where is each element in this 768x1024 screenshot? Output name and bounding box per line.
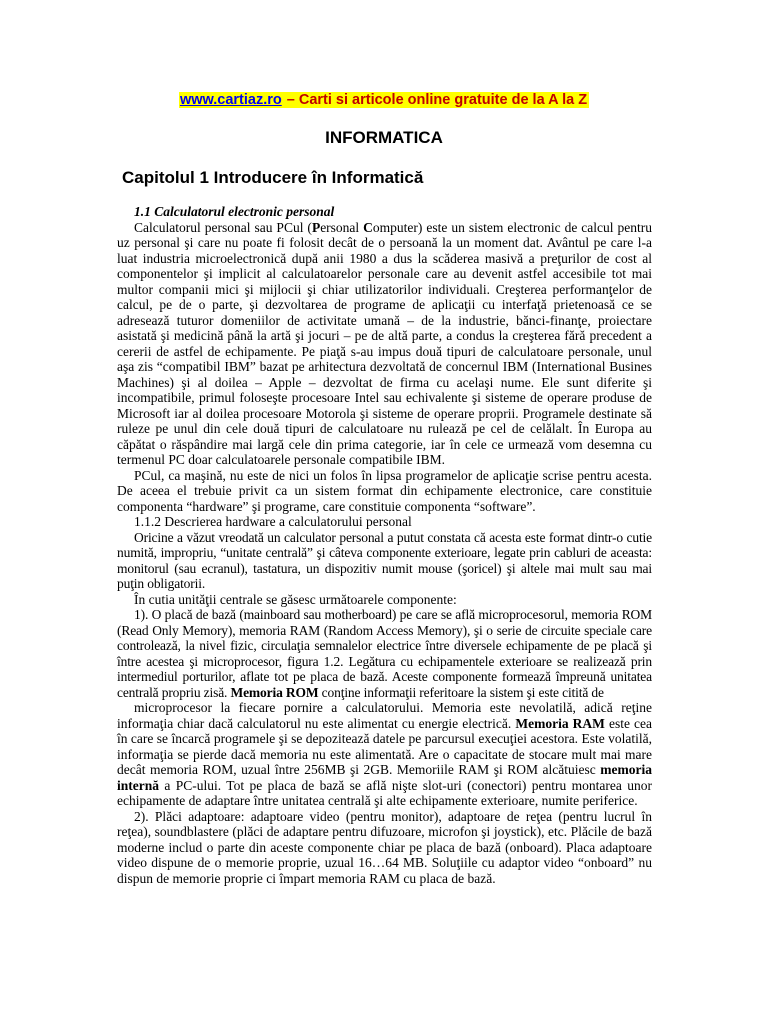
paragraph-7: microprocesor la fiecare pornire a calculatorului. Memoria este nevolatilă, adică reţine informaţia chiar dacă calculatorul nu este alimentat cu energie electrică. Memoria RAM este cea în care se încarcă programele şi se depozitează datele pe parcursul execuţiei acestora. Este volatilă, informaţia se pierde dacă memoria nu este alimentată. Are o capacitate de stocare mult mai mare decât memoria ROM, uzual între 256MB şi 2GB. Memoriile RAM şi ROM alcătuiesc memoria internă a PC-ului. Tot pe placa de bază se află nişte slot-uri (conectori) pentru montarea unor echipamente de adaptare între unitatea centrală şi alte echipamente exterioare, numite periferice. [117,700,652,808]
paragraph-2: PCul, ca maşină, nu este de nici un folos în lipsa programelor de aplicaţie scrise pentru acesta. De aceea el trebuie privit ca un sistem format din echipamente electronice, care constituie componenta “hardware” şi programe, care constituie componenta “software”. [117,467,652,514]
document-title: INFORMATICA [325,128,443,147]
site-banner [0,92,768,108]
paragraph-1: Calculatorul personal sau PCul (Personal Computer) este un sistem electronic de calcul pentru uz personal şi care nu poate fi folosit decât de o persoană la un moment dat. Avântul pe care l-a luat industria microelectronică după anii 1980 a dus la scăderea masivă a preţurilor de cost al componentelor şi implicit al calculatoarelor personale care au devenit astfel accesibile tot mai multor companii mici şi mijlocii şi chiar utilizatorilor individuali. Creşterea performanţelor de calcul, pe de o parte, şi dezvoltarea de programe de aplicaţii cu interfaţă prietenoasă ce se adresează tuturor domeniilor de activitate umană – de la industrie, bănci-finanţe, proiectare asistată şi medicină până la artă şi jocuri – pe de altă parte, a condus la creşterea fără precedent a cererii de astfel de echipamente. Pe piaţă s-au impus două tipuri de calculatoare personale, unul aşa zis “compatibil IBM” bazat pe arhitectura dezvoltată de concernul IBM (International Busines Machines) şi al doilea – Apple – dezvoltat de firma cu acelaşi nume. Ele sunt diferite şi incompatibile, primul foloseşte procesoare Intel sau echivalente şi sisteme de operare produse de Microsoft iar al doilea procesoare Motorola şi sisteme de operare proprii. Programele destinate să ruleze pe unul din cele două tipuri de calculatoare nu rulează pe cel de celălalt. În Europa au căpătat o răspândire mai largă cele din prima categorie, iar în cele ce urmează vom desemna cu termenul PC doar calculatoarele personale compatibile IBM. [117,219,653,467]
chapter-heading: Capitolul 1 Introducere în Informatică [122,168,424,187]
paragraph-6: 1). O placă de bază (mainboard sau motherboard) pe care se află microprocesorul, memoria ROM (Read Only Memory), memoria RAM (Random Access Memory), şi o serie de circuite speciale care controlează, la nivel fizic, circulaţia semnalelor electrice între diversele echipamente de pe placă şi între acestea şi microprocesor, figura 1.2. Legătura cu echipamentele exterioare se realizează prin intermediul porturilor, aflate tot pe placa de bază. Aceste componente formează împreună unitatea centrală propriu zisă. Memoria ROM conţine informaţii referitoare la sistem şi este citită de [117,607,652,700]
document-body [117,204,652,886]
section-heading: 1.1 Calculatorul electronic personal [134,204,335,219]
paragraph-4: Oricine a văzut vreodată un calculator personal a putut constata că acesta este format dintr-o cutie numită, impropriu, “unitate centrală” şi câteva componente exterioare, legate prin cabluri de aceasta: monitorul (sau ecranul), tastatura, un dispozitiv numit mouse (şoricel) şi altele mai mult sau mai puţin obligatorii. [117,529,652,591]
site-link[interactable]: www.cartiaz.ro [179,92,282,108]
site-tagline: – Carti si articole online gratuite de la A la Z [282,92,588,108]
paragraph-8: 2). Plăci adaptoare: adaptoare video (pentru monitor), adaptoare de reţea (pentru lucrul în reţea), soundblastere (plăci de adaptare pentru difuzoare, microfon şi joystick), etc. Plăcile de bază moderne includ o parte din aceste componente chiar pe placa de bază (onboard). Placa adaptoare video dispune de o memorie proprie, uzual 16…64 MB. Soluţiile cu adaptor video “onboard” nu dispun de memorie proprie ci împart memoria RAM cu placa de bază. [117,808,652,886]
paragraph-5: În cutia unităţii centrale se găsesc următoarele componente: [134,591,457,607]
subsection-heading: 1.1.2 Descrierea hardware a calculatorului personal [134,514,412,529]
